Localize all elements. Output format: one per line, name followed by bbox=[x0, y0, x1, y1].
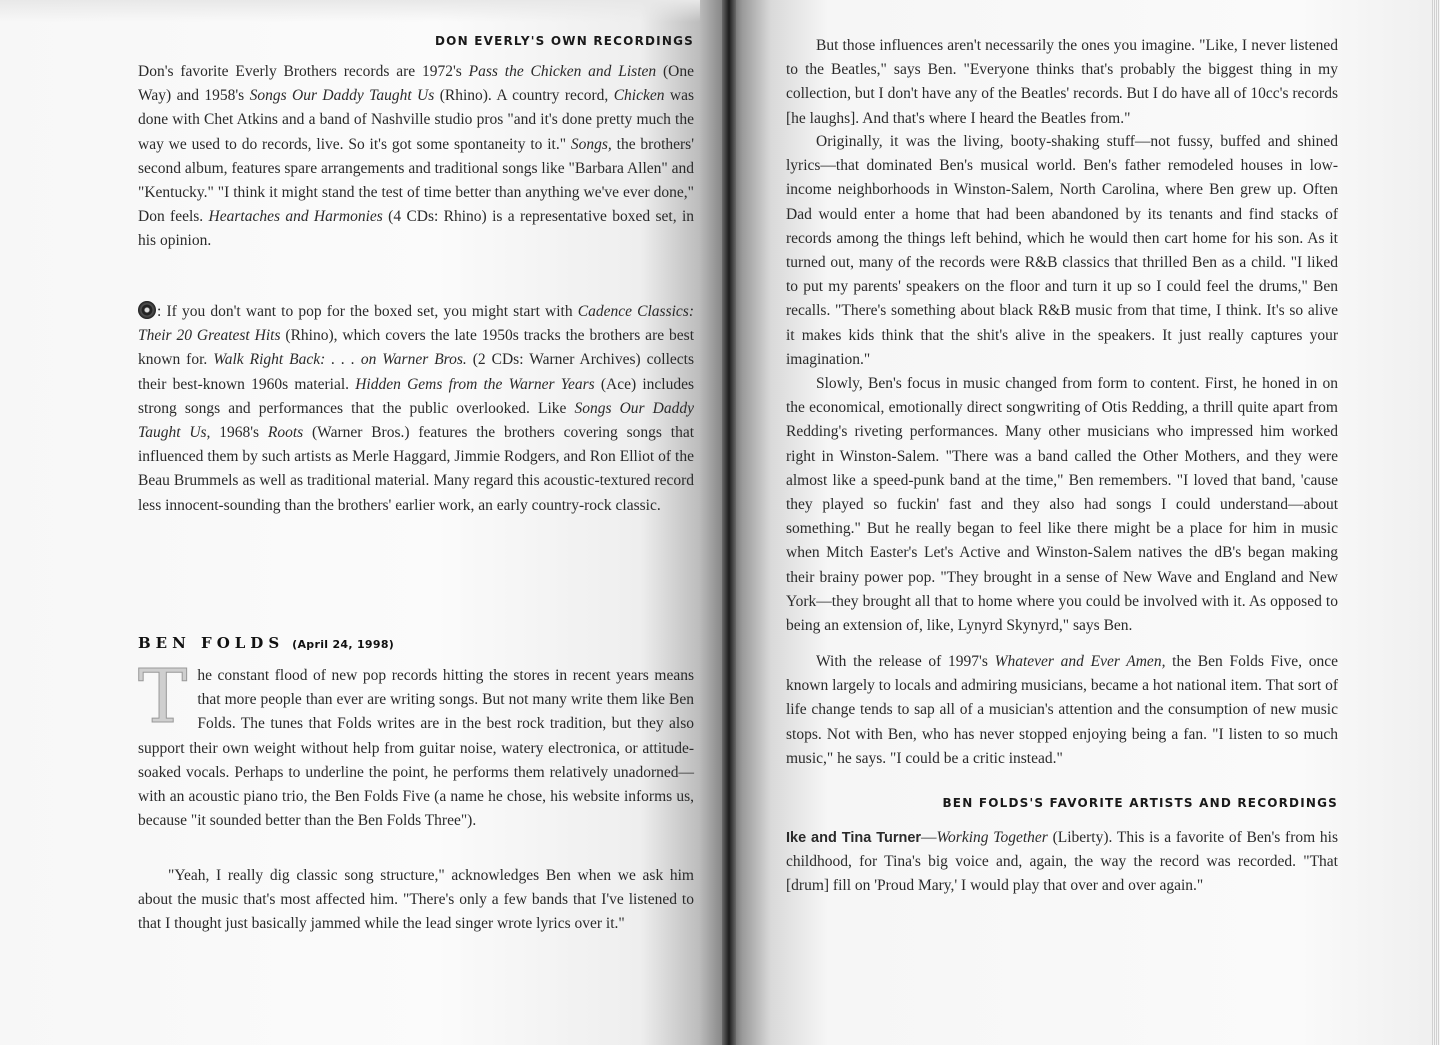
body-text: But those influences aren't necessarily the ones you imagine. "Like, I never listened to the Beatles," says Ben. "Everyone thinks that's probably the biggest thing in my collection, but I don't have any of the Beatles' records. But I do have all of 10cc's records [he laughs]. And that's where I heard the Beatles from." bbox=[786, 37, 1338, 127]
paragraph-ben-quote bbox=[138, 864, 694, 937]
paragraph-release bbox=[786, 650, 1338, 771]
album-title: Chicken bbox=[613, 87, 665, 105]
text-run: the Ben Folds Five, once known largely to locals and admiring musicians, became a hot national item. That sort of life change tends to sap all of a musician's attention and the consumption of new music stops. Not with Ben, who has never stopped enjoying being a fan. "I listen to so much music," he says. "I could be a critic instead." bbox=[786, 653, 1338, 767]
album-title: Songs Our Daddy Taught Us bbox=[249, 87, 435, 105]
favorite-entry bbox=[786, 826, 1338, 899]
body-text: Slowly, Ben's focus in music changed from form to content. First, he honed in on the economical, emotionally direct songwriting of Otis Redding, a thrill quite apart from Redding's riveting performances. Many other musicians who impressed him worked right in Winston-Salem. "There was a band called the Other Mothers, and they were almost like a speed-punk band at the time," Ben remembers. "I loved that band, 'cause they played so fuckin' fast and they also had songs I could understand—about something." But he really began to feel like there might be a place for him in music when Mitch Easter's Let's Active and Winston-Salem natives the dB's began making their brainy power pop. "They brought in a sense of New Wave and England and New York—they brought all that to home where you could be involved with it. As opposed to being an extension of, like, Lynyrd Skynyrd," says Ben. bbox=[786, 375, 1338, 635]
text-run: (One Way) and 1958's bbox=[138, 63, 694, 105]
text-run: the brothers' second album, features spare arrangements and traditional songs like "Barbara Allen" and "Kentucky." "I think it might stand the test of time better than anything we've ever done," Don feels. bbox=[138, 135, 694, 226]
text-run: (Liberty). This is a favorite of Ben's from his childhood, for Tina's big voice and, again, the way the record was recorded. "That [drum] fill on 'Proud Mary,' I would play that over and over again." bbox=[786, 829, 1338, 895]
body-text: Originally, it was the living, booty-shaking stuff—not fussy, buffed and shined lyrics—that dominated Ben's musical world. Ben's father remodeled houses in low-income neighborhoods in Winston-Salem, North Carolina, where Ben grew up. Often Dad would enter a home that had been abandoned by its tenants and find stacks of records among the things left behind, which he would then cart home for his son. As it turned out, many of the records were R&B classics that thrilled Ben as a child. "I liked to put my parents' speakers on the floor and turn it up so I could feel the drums," Ben recalls. "There's something about black R&B music from that time, I think. It's so alive it makes kids think that the shit's alive in the speakers. It just really captures your imagination." bbox=[786, 133, 1338, 368]
album-title: Whatever and Ever Amen, bbox=[994, 653, 1166, 670]
paragraph-focus bbox=[786, 372, 1338, 638]
text-run: — bbox=[921, 829, 937, 846]
favorites-subhead: BEN FOLDS'S FAVORITE ARTISTS AND RECORDINGS bbox=[942, 796, 1338, 810]
album-title: Hidden Gems from the Warner Years bbox=[355, 375, 595, 393]
paragraph-origins bbox=[786, 130, 1338, 372]
page-top-shadow bbox=[0, 0, 700, 22]
paragraph-recommendations bbox=[138, 300, 694, 518]
text-run: (Rhino), which covers the late 1950s tracks the brothers are best known for. bbox=[138, 327, 694, 369]
text-run: (Ace) includes strong songs and performances that the public overlooked. Like bbox=[138, 375, 694, 417]
album-title: Heartaches and Harmonies bbox=[208, 208, 383, 226]
text-run: was done with Chet Atkins and a band of Nashville studio pros "and it's done pretty much the way we used to do records, live. So it's got some spontaneity to it." bbox=[138, 87, 695, 153]
section-date: (April 24, 1998) bbox=[292, 638, 395, 651]
page-edge bbox=[1432, 0, 1440, 1045]
album-title: Songs, bbox=[570, 135, 612, 153]
drop-cap: T bbox=[138, 654, 188, 740]
album-title: Working Together bbox=[936, 829, 1048, 846]
section-heading bbox=[138, 634, 694, 653]
intro-text: he constant flood of new pop records hitting the stores in recent years means that more people than ever are writing songs. But not many write them like Ben Folds. The tunes that Folds writes are in the best rock tradition, but they also support their own weight without help from guitar noise, watery electronica, or attitude-soaked vocals. Perhaps to underline the point, he performs them relatively unadorned—with an acoustic piano trio, the Ben Folds Five (a name he chose, his website informs us, because "it sounded better than the Ben Folds Three"). bbox=[138, 667, 694, 830]
text-run: (Rhino). A country record, bbox=[434, 87, 614, 105]
text-run: (4 CDs: Rhino) is a representative boxed set, in his opinion. bbox=[138, 208, 694, 250]
text-run: (2 CDs: Warner Archives) collects their best-known 1960s material. bbox=[138, 351, 694, 393]
text-run: Don's favorite Everly Brothers records are 1972's bbox=[138, 63, 469, 80]
album-title: Pass the Chicken and Listen bbox=[468, 63, 657, 80]
text-run: With the release of 1997's bbox=[816, 653, 995, 670]
artist-name: Ike and Tina Turner bbox=[786, 830, 922, 846]
cd-disc-icon bbox=[138, 301, 156, 319]
paragraph-influences bbox=[786, 34, 1338, 131]
album-title: Cadence Classics: Their 20 Greatest Hits bbox=[138, 303, 694, 345]
text-run: : If you don't want to pop for the boxed set, you might start with bbox=[157, 303, 578, 320]
text-run: (Warner Bros.) features the brothers covering songs that influenced them by such artists as Merle Haggard, Jimmie Rodgers, and Ron Elliot of the Beau Brummels as well as traditional material. Many regard this acoustic-textured record less innocent-sounding than the brothers' earlier work, an early country-rock classic. bbox=[138, 424, 694, 514]
album-title: Songs Our Daddy Taught Us, bbox=[138, 399, 694, 442]
book-gutter bbox=[722, 0, 736, 1045]
paragraph-don-favorites bbox=[138, 60, 694, 254]
paragraph-ben-folds-intro bbox=[138, 654, 694, 833]
quote-text: "Yeah, I really dig classic song structure," acknowledges Ben when we ask him about the music that's most affected him. "There's only a few bands that I've listened to that I thought just basically jammed while the lead singer wrote lyrics over it." bbox=[138, 867, 694, 933]
running-head: DON EVERLY'S OWN RECORDINGS bbox=[435, 34, 694, 48]
album-title: Walk Right Back: . . . on Warner Bros. bbox=[213, 351, 467, 369]
album-title: Roots bbox=[267, 424, 304, 442]
section-title: BEN FOLDS bbox=[138, 634, 285, 652]
text-run: 1968's bbox=[210, 424, 268, 442]
